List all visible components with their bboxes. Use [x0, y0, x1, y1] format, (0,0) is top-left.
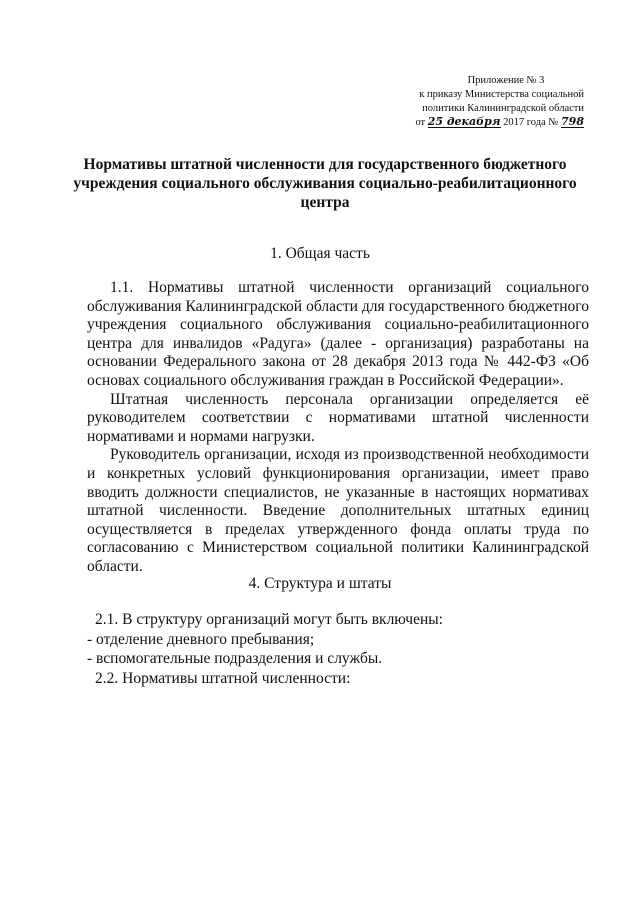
- section-1-body: [87, 279, 589, 577]
- list-item: - вспомогательные подразделения и службы.: [87, 650, 383, 667]
- annex-block: [404, 74, 584, 130]
- handwritten-number: 798: [561, 115, 584, 128]
- list-item: - отделение дневного пребывания;: [87, 630, 315, 648]
- annex-title: Приложение № 3: [467, 75, 545, 86]
- annex-date-line: [404, 116, 584, 130]
- section-2-body: [87, 610, 589, 688]
- paragraph-staffing: Штатная численность персонала организации определяется её руководителем соответствии с нормативами штатной численности нормативами и нормами нагрузки.: [87, 390, 589, 445]
- date-prefix: от: [415, 117, 426, 128]
- staffing-norms-line: 2.2. Нормативы штатной численности:: [95, 669, 351, 687]
- structure-intro-line: 2.1. В структуру организаций могут быть включены:: [95, 611, 443, 628]
- date-suffix: 2017 года №: [503, 117, 559, 128]
- paragraph-director: Руководитель организации, исходя из производственной необходимости и конкретных условий функционирования организации, имеет право вводить должности специалистов, не указанные в настоящих нормативах штатной численности. Введение дополнительных штатных единиц осуществляется в пределах утвержденного фонда оплаты труда по согласованию с Министерством социальной политики Калининградской области.: [87, 446, 589, 575]
- document-title: Нормативы штатной численности для государственного бюджетного учреждения социального обслуживания социально-реабилитационного центра: [73, 156, 577, 211]
- annex-order-line: к приказу Министерства социальной: [419, 89, 584, 100]
- section-2-heading: 4. Структура и штаты: [248, 575, 392, 592]
- paragraph-1-1: 1.1. Нормативы штатной численности организаций социального обслуживания Калининградской области для государственного бюджетного учреждения социального обслуживания социально-реабилитационного центра для инвалидов «Радуга» (далее - организация) разработаны на основании Федерального закона от 28 декабря 2013 года № 442-ФЗ «Об основах социального обслуживания граждан в Российской Федерации».: [87, 279, 589, 389]
- handwritten-date: 25 декабря: [427, 115, 501, 128]
- section-1-heading: 1. Общая часть: [270, 245, 370, 262]
- annex-ministry-line: политики Калининградской области: [422, 103, 584, 114]
